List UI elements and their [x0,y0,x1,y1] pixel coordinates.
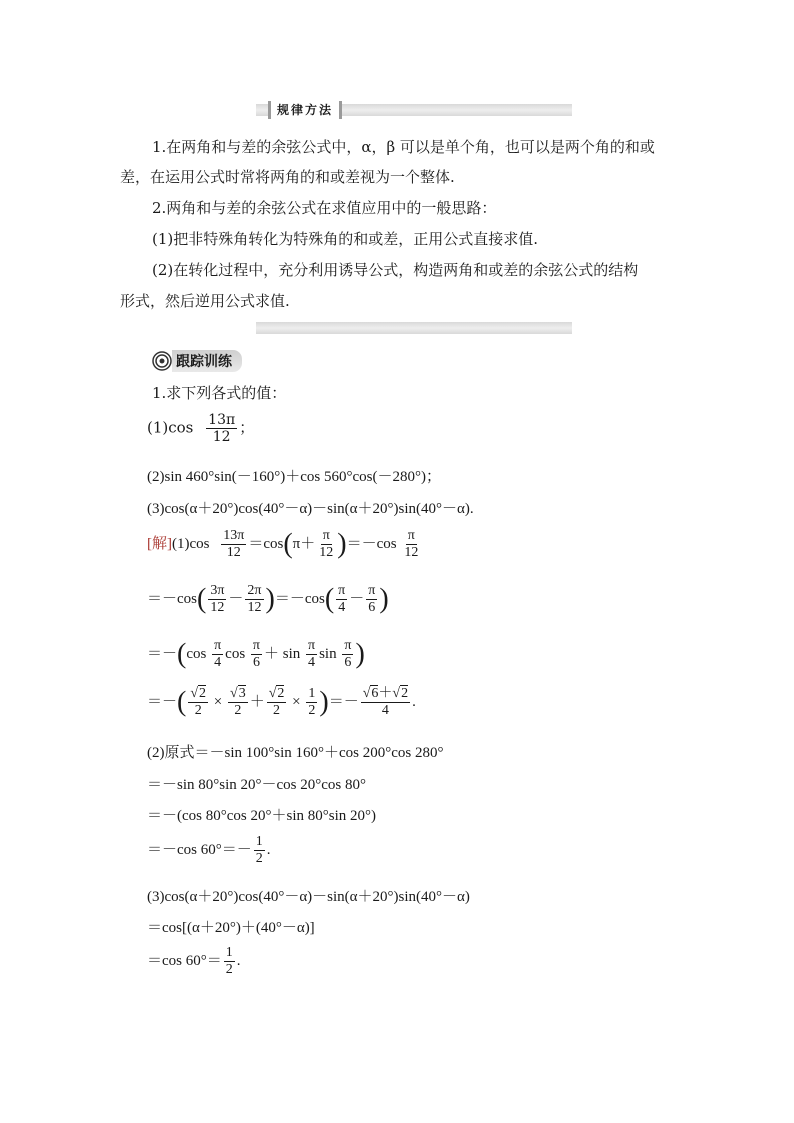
solution-tag: [解] [147,535,172,552]
rule-p1-line2: 差，在运用公式时常将两角的和或差视为一个整体. [120,168,455,186]
solution-2-line1: (2)原式＝－sin 100°sin 160°＋cos 200°cos 280° [147,745,444,761]
question-intro: 1.求下列各式的值： [152,384,287,402]
rule-p3: (1)把非特殊角转化为特殊角的和或差，正用公式直接求值. [152,230,539,248]
solution-1-line2: ＝－cos( $\frac{3\pi}{12}$ － $\frac{2\pi}{12}$ )＝－cos( $\frac{\pi}{4}$ － $\frac{\pi}{6}$ ) [147,583,389,615]
solution-1-line3: ＝－(cos $\frac{\pi}{4}$ cos $\frac{\pi}{6}$ ＋ sin $\frac{\pi}{4}$ sin $\frac{\pi}{6}$ ) [147,638,365,670]
solution-2-line4: ＝－cos 60°＝－ $\frac{1}{2}$ . [147,834,271,866]
q1-prefix: (1)cos [147,418,194,437]
q1-denominator: 12 [212,429,231,445]
target-icon [152,351,172,371]
training-title: 跟踪训练 [172,350,242,372]
rule-banner-title: 规律方法 [268,101,342,119]
question-2: (2)sin 460°sin(－160°)＋cos 560°cos(－280°)； [147,469,441,485]
q1-numerator: 13π [208,412,236,428]
solution-3-line2: ＝cos[(α＋20°)＋(40°－α)] [147,920,315,936]
s3-l3-text: ＝cos 60°＝ [147,952,222,969]
solution-3-line1: (3)cos(α＋20°)cos(40°－α)－sin(α＋20°)sin(40°－α) [147,889,470,905]
rule-p4-line1: (2)在转化过程中，充分利用诱导公式，构造两角和或差的余弦公式的结构 [152,261,639,279]
question-3: (3)cos(α＋20°)cos(40°－α)－sin(α＋20°)sin(40°－α). [147,501,474,517]
training-section-tag [152,351,242,371]
s2-l4-text: ＝－cos 60°＝－ [147,841,252,858]
solution-2-line2: ＝－sin 80°sin 20°－cos 20°cos 80° [147,777,366,793]
rule-p1-line1: 1.在两角和与差的余弦公式中，α，β 可以是单个角，也可以是两个角的和或 [152,138,655,156]
rule-banner-bottom-bar [256,322,572,334]
question-1 [147,412,254,445]
solution-2-line3: ＝－(cos 80°cos 20°＋sin 80°sin 20°) [147,808,376,824]
solution-1-line1: [解](1)cos $\frac{13\pi}{12}$ ＝cos(π＋ $\frac{\pi}{12}$ )＝－cos $\frac{\pi}{12}$ [147,528,419,560]
solution-1-line4: ＝－( $\frac{√2}{2}$ × $\frac{√3}{2}$ ＋ $\frac{√2}{2}$ × $\frac{1}{2}$ )＝－ $\frac{√6+√2}{4}$ . [147,686,416,718]
solution-3-line3: ＝cos 60°＝ $\frac{1}{2}$ . [147,945,241,977]
q1-suffix: ； [239,418,255,437]
q1-fraction [206,412,237,445]
rule-p2: 2.两角和与差的余弦公式在求值应用中的一般思路： [152,199,497,217]
rule-p4-line2: 形式，然后逆用公式求值. [120,292,290,310]
